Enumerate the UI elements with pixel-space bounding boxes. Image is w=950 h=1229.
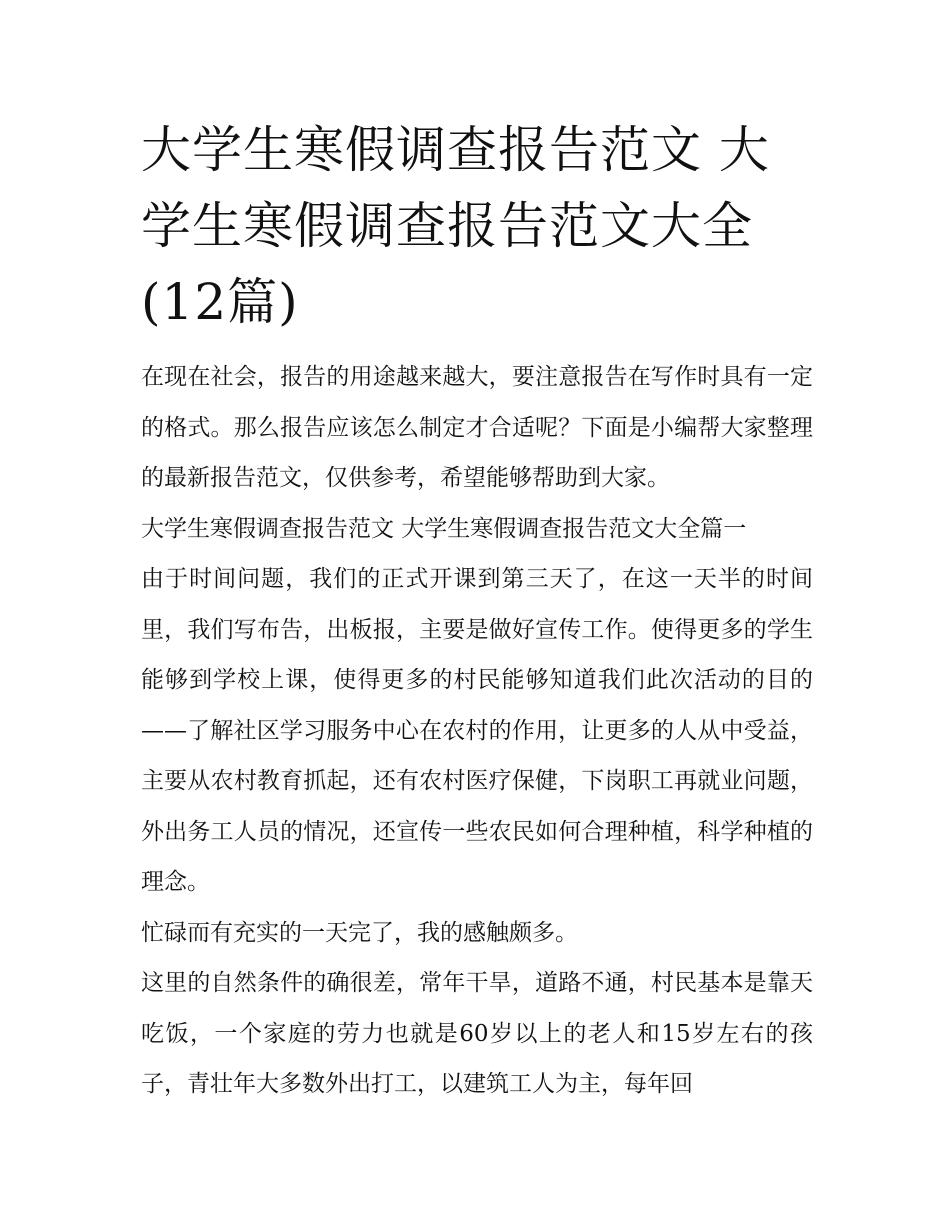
body-paragraph: 忙碌而有充实的一天完了，我的感触颇多。 (141, 919, 578, 946)
body-paragraph: 由于时间问题，我们的正式开课到第三天了，在这一天半的时间里，我们写布告，出板报，主要是做好宣传工作。使得更多的学生能够到学校上课，使得更多的村民能够知道我们此次活动的目的——了解社区学习服务中心在农村的作用，让更多的人从中受益，主要从农村教育抓起，还有农村医疗保健，下岗职工再就业问题，外出务工人员的情况，还宣传一些农民如何合理种植，科学种植的理念。 (141, 566, 813, 895)
body-paragraph: 这里的自然条件的确很差，常年干旱，道路不通，村民基本是靠天吃饭，一个家庭的劳力也就是60岁以上的老人和15岁左右的孩子，青壮年大多数外出打工，以建筑工人为主，每年回 (141, 970, 813, 1097)
document-page (141, 112, 813, 1110)
intro-paragraph: 在现在社会，报告的用途越来越大，要注意报告在写作时具有一定的格式。那么报告应该怎么制定才合适呢？下面是小编帮大家整理的最新报告范文，仅供参考，希望能够帮助到大家。 (141, 364, 813, 491)
document-title: 大学生寒假调查报告范文 大学生寒假调查报告范文大全(12篇) (141, 121, 770, 331)
section-heading: 大学生寒假调查报告范文 大学生寒假调查报告范文大全篇一 (141, 515, 747, 542)
